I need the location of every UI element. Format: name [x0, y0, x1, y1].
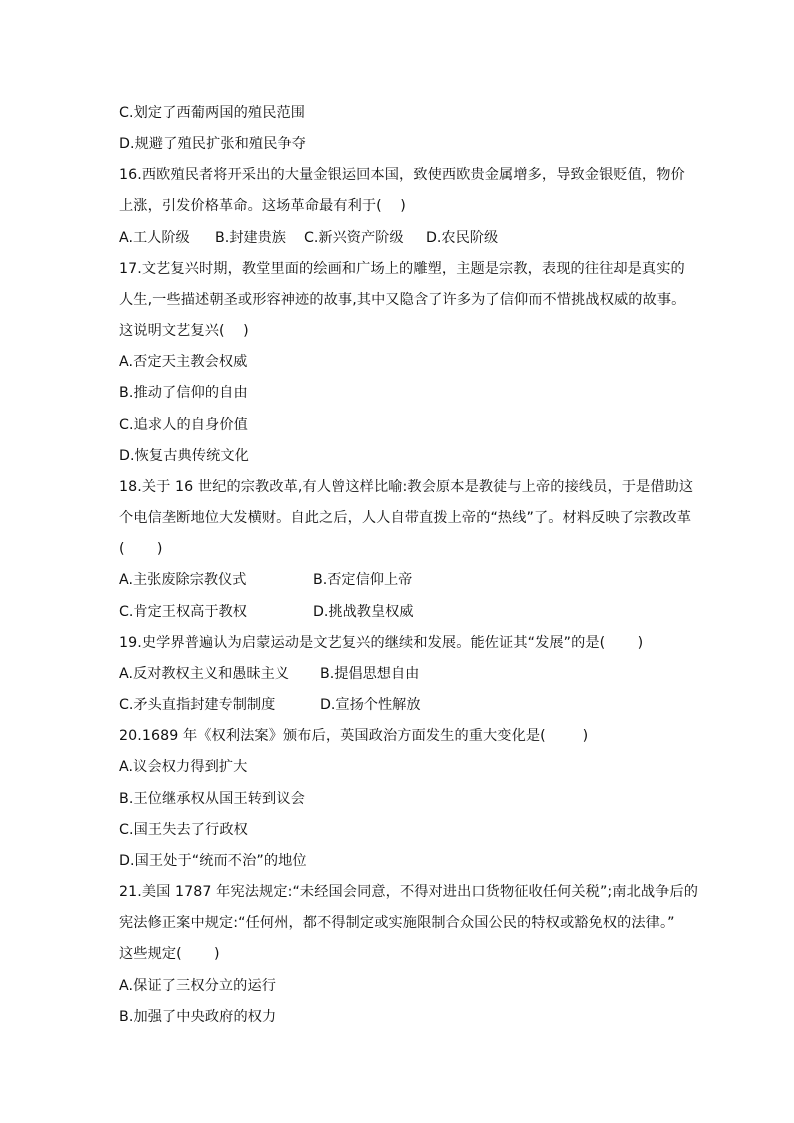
q17-option-d: D.恢复古典传统文化	[119, 448, 249, 464]
q21-option-b: B.加强了中央政府的权力	[119, 1009, 277, 1025]
q15-option-c: C.划定了西葡两国的殖民范围	[119, 105, 306, 121]
q20-option-d: D.国王处于“统而不治”的地位	[119, 853, 307, 869]
q19-option-d: D.宣扬个性解放	[320, 697, 421, 713]
q20-option-c: C.国王失去了行政权	[119, 822, 248, 838]
q18-option-c: C.肯定王权高于教权	[119, 604, 247, 620]
q18-option-b: B.否定信仰上帝	[313, 572, 413, 588]
q19-option-c: C.矛头直指封建专制制度	[119, 697, 276, 713]
q18-stem-line2: 个电信垄断地位大发横财。自此之后，人人自带直拨上帝的“热线”了。材料反映了宗教改革	[119, 510, 692, 526]
q20-option-a: A.议会权力得到扩大	[119, 759, 248, 775]
q17-option-b: B.推动了信仰的自由	[119, 385, 248, 401]
q18-option-a: A.主张废除宗教仪式	[119, 572, 247, 588]
q19-stem-line1: 19.史学界普遍认为启蒙运动是文艺复兴的继续和发展。能佐证其“发展”的是( )	[119, 635, 644, 651]
q15-option-d: D.规避了殖民扩张和殖民争夺	[119, 136, 307, 152]
q17-option-a: A.否定天主教会权威	[119, 354, 248, 370]
q18-option-d: D.挑战教皇权威	[313, 604, 414, 620]
q16-stem-line1: 16.西欧殖民者将开采出的大量金银运回本国，致使西欧贵金属增多，导致金银贬值，物价	[119, 167, 685, 183]
q17-stem-line1: 17.文艺复兴时期，教堂里面的绘画和广场上的雕塑，主题是宗教，表现的往往却是真实的	[119, 261, 685, 277]
q17-stem-line3: 这说明文艺复兴( )	[119, 323, 249, 339]
q19-option-b: B.提倡思想自由	[320, 666, 420, 682]
q20-option-b: B.王位继承权从国王转到议会	[119, 791, 305, 807]
q18-stem-line1: 18.关于 16 世纪的宗教改革,有人曾这样比喻:教会原本是教徒与上帝的接线员，于是借助这	[119, 479, 694, 495]
q16-option-a: A.工人阶级	[119, 230, 190, 246]
q16-option-b: B.封建贵族	[215, 230, 286, 246]
q17-option-c: C.追求人的自身价值	[119, 417, 248, 433]
q21-stem-line2: 宪法修正案中规定:“任何州，都不得制定或实施限制合众国公民的特权或豁免权的法律。”	[119, 915, 675, 931]
q16-stem-line2: 上涨，引发价格革命。这场革命最有利于( )	[119, 198, 406, 214]
q20-stem-line1: 20.1689 年《权利法案》颁布后，英国政治方面发生的重大变化是( )	[119, 728, 589, 744]
q18-stem-line3: ( )	[119, 541, 163, 557]
q19-option-a: A.反对教权主义和愚昧主义	[119, 666, 290, 682]
q17-stem-line2: 人生,一些描述朝圣或形容神迹的故事,其中又隐含了许多为了信仰而不惜挑战权威的故事。	[119, 292, 686, 308]
q21-stem-line3: 这些规定( )	[119, 946, 220, 962]
q16-option-c: C.新兴资产阶级	[304, 230, 404, 246]
q16-option-d: D.农民阶级	[426, 230, 499, 246]
q21-stem-line1: 21.美国 1787 年宪法规定:“未经国会同意，不得对进出口货物征收任何关税”;南北战争后的	[119, 884, 699, 900]
q21-option-a: A.保证了三权分立的运行	[119, 978, 277, 994]
